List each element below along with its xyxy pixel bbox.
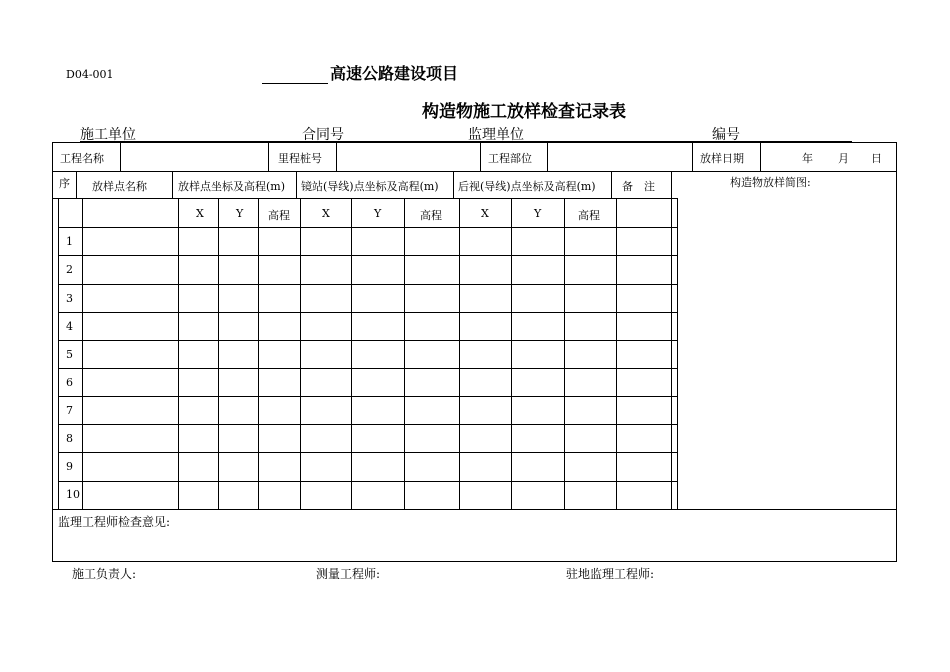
sketch-col-divider <box>671 171 672 509</box>
row-number: 10 <box>66 488 80 501</box>
project-name-label: 工程名称 <box>60 152 104 165</box>
point-name-header: 放样点名称 <box>92 180 147 193</box>
seq-col-divider <box>76 171 77 198</box>
opinion-divider <box>52 509 897 510</box>
row-number: 2 <box>66 263 73 276</box>
grid-left-edge <box>58 198 59 509</box>
row-divider <box>58 368 677 369</box>
contract-no-label: 合同号 <box>302 127 344 143</box>
project-name-blank <box>262 69 328 84</box>
row-divider <box>58 312 677 313</box>
grid-col-divider <box>511 198 512 509</box>
serial-no-label: 编号 <box>712 127 740 143</box>
project-title <box>262 61 458 84</box>
project-part-label: 工程部位 <box>488 152 532 165</box>
grid-col-divider <box>300 198 301 509</box>
info-col-divider <box>268 142 269 171</box>
row-number: 3 <box>66 292 73 305</box>
row-number: 4 <box>66 320 73 333</box>
row-number: 7 <box>66 404 73 417</box>
sub-header-y: Y <box>534 207 542 220</box>
info-col-divider <box>692 142 693 171</box>
sub-header-x: X <box>322 207 330 220</box>
layout-date-label: 放样日期 <box>700 152 744 165</box>
grid-col-divider <box>564 198 565 509</box>
survey-engineer-label: 测量工程师: <box>316 567 381 581</box>
grid-right-edge <box>677 198 678 509</box>
header-col-divider <box>611 171 612 198</box>
grid-col-divider <box>82 198 83 509</box>
row-divider <box>58 424 677 425</box>
station-coords-header: 镜站(导线)点坐标及高程(m) <box>301 180 439 193</box>
row-divider <box>58 255 677 256</box>
info-col-divider <box>120 142 121 171</box>
construction-unit-label: 施工单位 <box>80 127 136 143</box>
document-code: D04-001 <box>66 68 114 81</box>
supervision-unit-label: 监理单位 <box>468 127 524 143</box>
sub-header-y: Y <box>374 207 382 220</box>
grid-col-divider <box>258 198 259 509</box>
responsible-person-label: 施工负责人: <box>72 567 137 581</box>
header-col-divider <box>453 171 454 198</box>
resident-engineer-label: 驻地监理工程师: <box>566 567 655 581</box>
sub-header-x: X <box>481 207 489 220</box>
row-number: 6 <box>66 376 73 389</box>
grid-col-divider <box>178 198 179 509</box>
grid-col-divider <box>218 198 219 509</box>
seq-header: 序 <box>59 177 70 190</box>
sub-header-elevation: 高程 <box>420 209 442 222</box>
row-divider <box>58 340 677 341</box>
remarks-header: 备 注 <box>622 180 655 193</box>
project-title-text: 高速公路建设项目 <box>330 64 459 83</box>
info-col-divider <box>480 142 481 171</box>
header-col-divider <box>172 171 173 198</box>
backsight-coords-header: 后视(导线)点坐标及高程(m) <box>458 180 596 193</box>
grid-col-divider <box>459 198 460 509</box>
row-number: 8 <box>66 432 73 445</box>
info-col-divider <box>760 142 761 171</box>
column-header-divider <box>52 198 677 199</box>
form-title: 构造物施工放样检查记录表 <box>422 102 626 122</box>
sub-header-y: Y <box>236 207 244 220</box>
row-divider <box>58 452 677 453</box>
chainage-label: 里程桩号 <box>278 152 322 165</box>
supervisor-opinion-label: 监理工程师检查意见: <box>58 515 171 529</box>
subheader-divider <box>58 227 677 228</box>
grid-col-divider <box>616 198 617 509</box>
grid-col-divider <box>404 198 405 509</box>
sub-header-elevation: 高程 <box>268 209 290 222</box>
info-row-divider <box>52 171 897 172</box>
point-coords-header: 放样点坐标及高程(m) <box>178 180 286 193</box>
header-col-divider <box>296 171 297 198</box>
row-number: 1 <box>66 235 73 248</box>
row-divider <box>58 396 677 397</box>
row-divider <box>58 481 677 482</box>
info-col-divider <box>547 142 548 171</box>
day-label: 日 <box>871 152 882 165</box>
row-number: 5 <box>66 348 73 361</box>
year-label: 年 <box>802 152 813 165</box>
grid-col-divider <box>351 198 352 509</box>
sub-header-x: X <box>196 207 204 220</box>
month-label: 月 <box>838 152 849 165</box>
row-divider <box>58 284 677 285</box>
sub-header-elevation: 高程 <box>578 209 600 222</box>
sketch-header: 构造物放样简图: <box>730 176 811 189</box>
row-number: 9 <box>66 460 73 473</box>
info-col-divider <box>336 142 337 171</box>
